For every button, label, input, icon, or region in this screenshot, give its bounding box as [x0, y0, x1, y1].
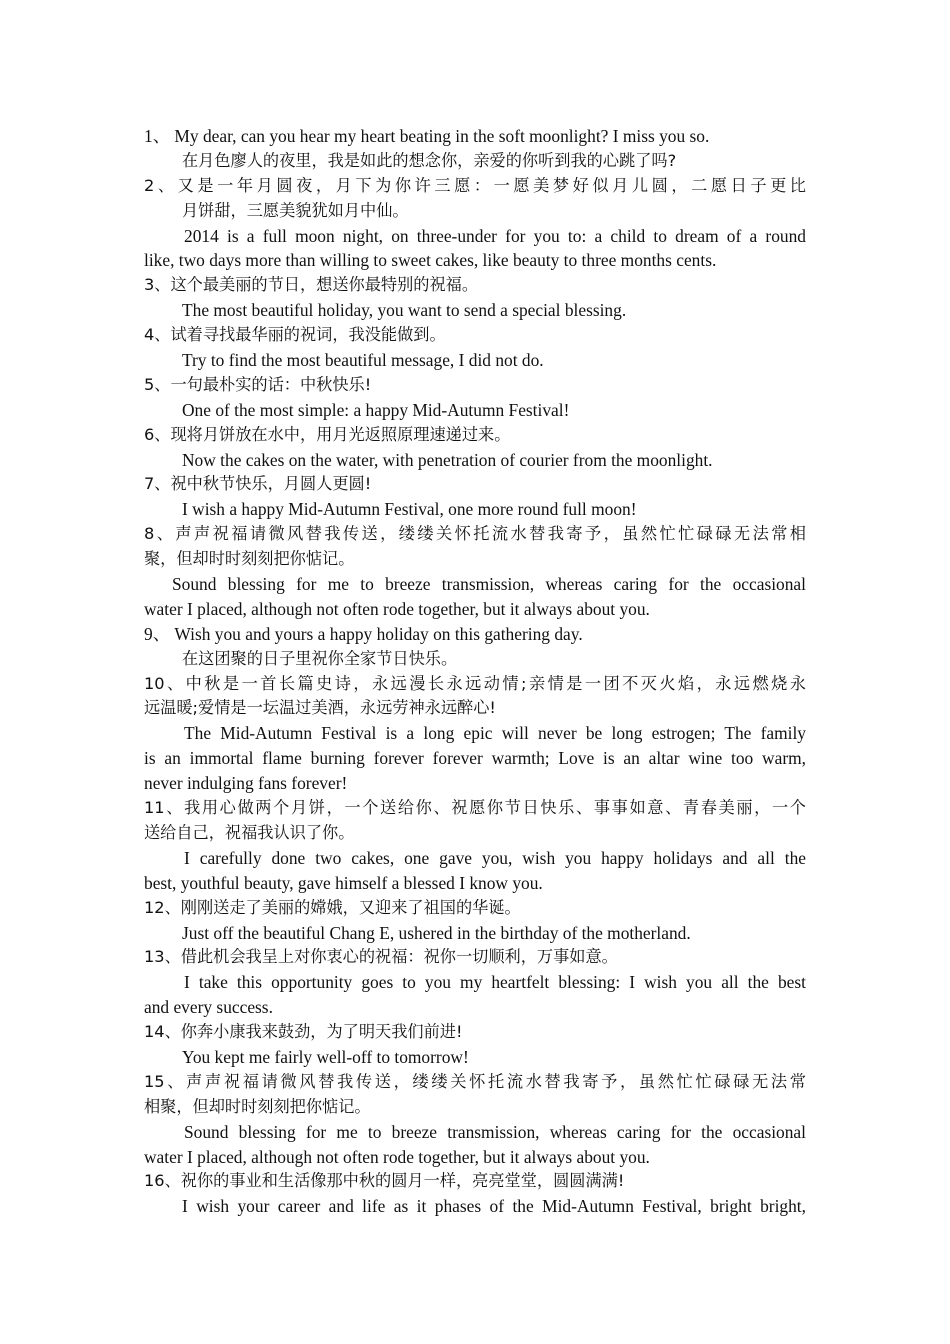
- text-line: I take this opportunity goes to you my heartfelt blessing: I wish you all the best: [184, 972, 806, 993]
- text-line: 7、祝中秋节快乐，月圆人更圆!: [144, 474, 372, 494]
- text-line: I wish your career and life as it phases of the Mid-Autumn Festival, bright bright,: [182, 1196, 806, 1217]
- text-line: 14、你奔小康我来鼓劲，为了明天我们前进!: [144, 1022, 463, 1042]
- text-line: 2014 is a full moon night, on three-under for you to: a child to dream of a round: [184, 225, 806, 246]
- text-line: One of the most simple: a happy Mid-Autumn Festival!: [182, 399, 570, 420]
- text-line: I wish a happy Mid-Autumn Festival, one more round full moon!: [182, 499, 637, 520]
- text-line: 9、 Wish you and yours a happy holiday on this gathering day.: [144, 623, 583, 644]
- text-line: Now the cakes on the water, with penetration of courier from the moonlight.: [182, 449, 713, 470]
- text-line: 在这团聚的日子里祝你全家节日快乐。: [182, 648, 458, 668]
- text-line: 相聚，但却时时刻刻把你惦记。: [144, 1096, 371, 1116]
- text-line: 月饼甜，三愿美貌犹如月中仙。: [182, 200, 409, 220]
- text-line: The most beautiful holiday, you want to send a special blessing.: [182, 300, 627, 321]
- text-line: 聚，但却时时刻刻把你惦记。: [144, 549, 355, 569]
- text-line: 4、试着寻找最华丽的祝词，我没能做到。: [144, 325, 446, 345]
- text-line: The Mid-Autumn Festival is a long epic will never be long estrogen; The family: [184, 723, 806, 744]
- text-line: 1、 My dear, can you hear my heart beating in the soft moonlight? I miss you so.: [144, 126, 710, 146]
- document-body: [144, 124, 806, 1219]
- text-line: Just off the beautiful Chang E, ushered in the birthday of the motherland.: [182, 922, 691, 943]
- text-line: 送给自己，祝福我认识了你。: [144, 822, 355, 842]
- text-line: 远温暖;爱情是一坛温过美酒，永远劳神永远醉心!: [144, 698, 496, 718]
- text-line: 3、这个最美丽的节日，想送你最特别的祝福。: [144, 275, 479, 295]
- text-line: 在月色廖人的夜里，我是如此的想念你，亲爱的你听到我的心跳了吗?: [182, 150, 677, 170]
- text-line: Sound blessing for me to breeze transmission, whereas caring for the occasional: [172, 574, 806, 595]
- text-line: 6、现将月饼放在水中，用月光返照原理速递过来。: [144, 424, 511, 444]
- text-line: 8、声声祝福请微风替我传送，缕缕关怀托流水替我寄予，虽然忙忙碌碌无法常相: [144, 524, 806, 544]
- text-line: like, two days more than willing to sweet cakes, like beauty to three months cents.: [144, 250, 717, 271]
- text-line: You kept me fairly well-off to tomorrow!: [182, 1046, 469, 1067]
- text-line: never indulging fans forever!: [144, 773, 348, 794]
- text-line: 13、借此机会我呈上对你衷心的祝福：祝你一切顺利，万事如意。: [144, 947, 618, 967]
- text-line: 2、又是一年月圆夜，月下为你许三愿：一愿美梦好似月儿圆，二愿日子更比: [144, 175, 806, 195]
- text-line: water I placed, although not often rode together, but it always about you.: [144, 598, 650, 619]
- text-line: Try to find the most beautiful message, I did not do.: [182, 350, 544, 371]
- text-line: I carefully done two cakes, one gave you, wish you happy holidays and all the: [184, 847, 806, 868]
- text-line: 11、我用心做两个月饼，一个送给你、祝愿你节日快乐、事事如意、青春美丽，一个: [144, 798, 806, 818]
- text-line: water I placed, although not often rode together, but it always about you.: [144, 1146, 650, 1167]
- text-line: 15、声声祝福请微风替我传送，缕缕关怀托流水替我寄予，虽然忙忙碌碌无法常: [144, 1071, 806, 1091]
- text-line: 16、祝你的事业和生活像那中秋的圆月一样，亮亮堂堂，圆圆满满!: [144, 1171, 625, 1191]
- text-line: 10、中秋是一首长篇史诗，永远漫长永远动情;亲情是一团不灭火焰，永远燃烧永: [144, 673, 806, 693]
- text-line: best, youthful beauty, gave himself a blessed I know you.: [144, 872, 543, 893]
- text-line: is an immortal flame burning forever forever warmth; Love is an altar wine too warm,: [144, 748, 806, 769]
- text-line: Sound blessing for me to breeze transmission, whereas caring for the occasional: [184, 1121, 806, 1142]
- text-line: 12、刚刚送走了美丽的嫦娥，又迎来了祖国的华诞。: [144, 897, 521, 917]
- text-line: 5、一句最朴实的话：中秋快乐!: [144, 374, 372, 394]
- text-line: and every success.: [144, 997, 273, 1018]
